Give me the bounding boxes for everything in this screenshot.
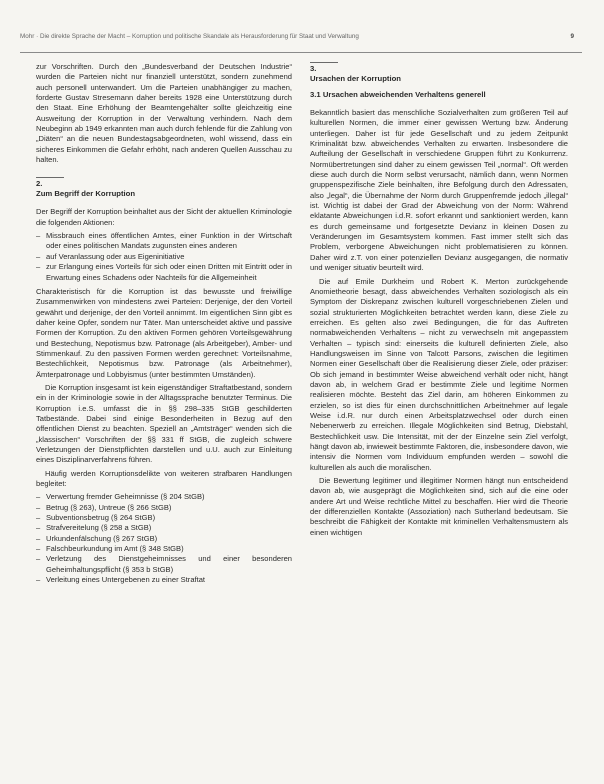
subsection-title: Ursachen abweichenden Verhaltens generell <box>322 90 486 99</box>
list-item: – Falschbeurkundung im Amt (§ 348 StGB) <box>36 544 292 554</box>
left-column <box>36 62 292 784</box>
section-rule <box>36 177 64 178</box>
list-item: – Urkundenfälschung (§ 267 StGB) <box>36 534 292 544</box>
list-item: – Verwertung fremder Geheimnisse (§ 204 StGB) <box>36 492 292 502</box>
section-title: Zum Begriff der Korruption <box>36 189 136 199</box>
list-item: – Verletzung des Dienstgeheimnisses und einer besonderen Geheimhaltungspflicht (§ 353 b StGB) <box>36 554 292 575</box>
running-title: Mohr · Die direkte Sprache der Macht – Korruption und politische Skandale als Herausforderung für Staat und Verwaltung <box>20 33 359 40</box>
list-item: – Strafvereitelung (§ 258 a StGB) <box>36 523 292 533</box>
page-number: 9 <box>570 33 574 40</box>
section-rule <box>310 62 338 63</box>
section-3-heading <box>310 62 568 84</box>
list-item: – Missbrauch eines öffentlichen Amtes, einer Funktion in der Wirtschaft oder eines politischen Mandats zugunsten eines anderen <box>36 231 292 252</box>
list-item: – Verleitung eines Untergebenen zu einer Straftat <box>36 575 292 585</box>
intro-paragraph: zur Vorschriften. Durch den „Bundesverband der Deutschen Industrie“ wurden die Parteien nicht nur finanziell unterstützt, sondern zunehmend auch personell unterwandert. Um die Parteien unabhängiger zu machen, forderte Gustav Stresemann daher bereits 1928 eine Unterstützung durch den Staat. Eine Erhöhung der Beamtengehälter sollte gleichzeitig eine Ausweitung der Korruption in der Verwaltung verhindern. Nach dem Neubeginn ab 1949 erkannten man auch durch fehlende für die Zahlung von „Diäten“ an die neuen Bundestagsabgeordneten, wohl wissend, dass ein sicheres Einkommen die Gefahr erhöht, nach anderen Quellen Ausschau zu halten. <box>36 62 292 165</box>
subsection-3-1-heading <box>310 90 568 100</box>
paragraph-anomie-theory: Die auf Emile Durkheim und Robert K. Merton zurückgehende Anomietheorie besagt, dass abweichendes Verhalten soziologisch als ein Symptom der Diskrepanz zwischen kulturell vorgeschriebenen Zielen und sozial strukturierten Möglichkeiten betrachtet werden kann, diese Ziele zu erreichen. Es gelten also zwei Bedingungen, die für das Auftreten normabweichenden Verhaltens – nicht zu verwechseln mit angepasstem Verhalten – typisch sind: einerseits die kulturell definierten Ziele, also Handlungsweisen im Sinne von Talcott Parsons, zwischen die legitimen Normen einer Gesellschaft über die Realisierung dieser Ziele, oder präziser: Ob sich jemand in bestimmter Weise abweichend verhält oder nicht, hängt davon ab, in welchem Grad er bestimmte Ziele und legitime Normen realisieren möchte. Besteht das Ziel darin, am höheren Einkommen zu erzielen, so ist dies für einen durchschnittlichen Arbeitnehmer auf legale Weise i.d.R. nur durch einen Arbeitsplatzwechsel oder durch einen Nebenerwerb zu erreichen. Illegale Möglichkeiten sind Betrug, Diebstahl, Bestechlichkeit usw. Die Intensität, mit der der Einzelne sein Ziel verfolgt, hängt davon ab, inwieweit bestimmte Faktoren, die, insbesondere davon, wie intensiv die Normen vom Individuum empfunden werden – sowohl die kulturellen als auch die moralischen. <box>310 276 568 472</box>
section-2-heading <box>36 177 292 199</box>
section-number: 2. <box>36 179 43 189</box>
definition-intro: Der Begriff der Korruption beinhaltet aus der Sicht der aktuellen Kriminologie die folgenden Aktionen: <box>36 207 292 227</box>
section-title: Ursachen der Korruption <box>310 74 401 83</box>
definition-list <box>36 231 292 283</box>
offenses-intro: Häufig werden Korruptionsdelikte von weiteren strafbaren Handlungen begleitet: <box>36 468 292 489</box>
paragraph-norm-evaluation: Die Bewertung legitimer und illegitimer Normen hängt nun entscheidend davon ab, wie ausgeprägt die Möglichkeiten sind, sich auf die eine oder andere Art und Weise rechtliche Mittel zu beschaffen. Hier wird die Theorie der differenziellen Kontakte (Assoziation) nach Sutherland bedeutsam. Sie beschreibt die Fähigkeit der Kontakte mit kriminellen Verhaltensmustern als einen wichtigen <box>310 476 568 537</box>
subsection-number: 3.1 <box>310 90 321 99</box>
list-item: – auf Veranlassung oder aus Eigeninitiative <box>36 252 292 262</box>
list-item: – Betrug (§ 263), Untreue (§ 266 StGB) <box>36 503 292 513</box>
offenses-list <box>36 492 292 585</box>
paragraph-criminal-law: Die Korruption insgesamt ist kein eigenständiger Straftatbestand, sondern ein in der Kriminologie sowie in der Alltagssprache benutzter Terminus. Die Korruption i.e.S. umfasst die in §§ 298–335 StGB geschilderten Tatbestände. Dabei sind einige Besonderheiten in Bezug auf den öffentlichen Dienst zu beachten. Speziell an „Amtsträger“ wenden sich die „klassischen“ Vorschriften der §§ 331 ff StGB, die zugleich schwere Verletzungen der Dienstpflichten darstellen und u.U. auch zur Einleitung eines Disziplinarverfahrens führen. <box>36 382 292 465</box>
section-number: 3. <box>310 64 317 73</box>
paragraph-norms: Bekanntlich basiert das menschliche Sozialverhalten zum größeren Teil auf kulturellen Normen, die immer einer gewissen Wertung bzw. Änderung unterliegen. Daher ist für jede Gesellschaft und zu jedem Zeitpunkt Kriminalität bzw. abweichendes Verhalten zu erwarten. Insbesondere die Aufteilung der Gesellschaft in verschiedene Gruppen führt zu Konkurrenz. Normübertretungen sind daher zu einem gewissen Teil „normal“. Oft werden diese auch durch die Norm selbst verursacht, nämlich dann, wenn Normen gruppenspezifische Ziele beinhalten, ihre Befolgung durch den Adressaten, also „legal“, die Übernahme der Norm durch Gruppenfremde jedoch „illegal“ ist. Wichtig ist dabei der Grad der Abweichung von der Norm: Während eklatante Abweichungen i.d.R. sofort erkannt und sanktioniert werden, kann es durch gemeinsame und fortgesetzte Devianz in kleinen Dosen zu Veränderungen im Gesamtsystem kommen. Fast immer stellt sich das Problem, verborgene Abweichungen nicht problematisieren zu können. Daher wird z.T. von einer potenziellen Devianz ausgegangen, die normativ und weniger situativ beurteilt wird. <box>310 108 568 273</box>
paragraph-characteristics: Charakteristisch für die Korruption ist das bewusste und freiwillige Zusammenwirken von mindestens zwei Parteien: Derjenige, der den Vorteil gewährt und derjenige, der den Vorteil annimmt. Im eigentlichen Sinn gibt es daher keine Opfer, sondern nur Täter. Man unterscheidet aktive und passive Formen der Korruption. Zu den aktiven Formen gehören Vorteilsgewährung und Bestechung, Nepotismus bzw. Patronage (als Arbeitgeber), Amber- und Stimmenkauf. Zu den passiven Formen werden gerechnet: Vorteilsnahme, Bestechlichkeit, Nepotismus bzw. Patronage (als Arbeitnehmer), Ämterpatronage und Lobbyismus (unter bestimmten Umständen). <box>36 286 292 379</box>
header-rule <box>20 52 582 53</box>
right-column <box>310 62 568 784</box>
list-item: – zur Erlangung eines Vorteils für sich oder einen Dritten mit Eintritt oder in Erwartung eines Schadens oder Nachteils für die Allgemeinheit <box>36 262 292 283</box>
list-item: – Subventionsbetrug (§ 264 StGB) <box>36 513 292 523</box>
running-header <box>20 33 574 40</box>
